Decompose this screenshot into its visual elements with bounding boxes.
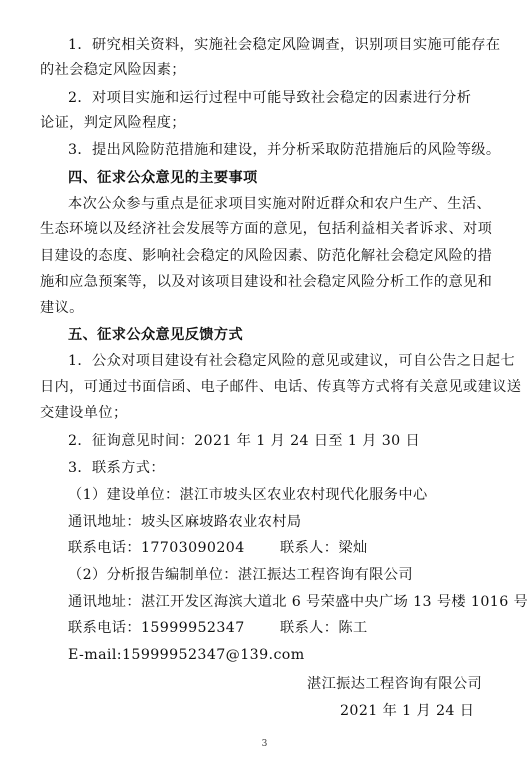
text-line: 1．研究相关资料，实施社会稳定风险调查，识别项目实施可能存在 [68,37,501,53]
text-line: 日内，可通过书面信函、电子邮件、电话、传真等方式将有关意见或建议送 [40,379,522,395]
text-line: 通讯地址：湛江开发区海滨大道北 6 号荣盛中央广场 13 号楼 1016 号 [68,594,529,610]
text-line: 生态环境以及经济社会发展等方面的意见，包括利益相关者诉求、对项 [40,221,493,237]
text-line: 的社会稳定风险因素； [40,62,186,78]
text-line: 建议。 [40,300,84,316]
text-line: 2．征询意见时间：2021 年 1 月 24 日至 1 月 30 日 [68,433,421,449]
text-line: 目建设的态度、影响社会稳定的风险因素、防范化解社会稳定风险的措 [40,248,493,264]
text-line: 3．联系方式： [68,460,165,476]
text-line: 本次公众参与重点是征求项目实施对附近群众和农户生产、生活、 [68,196,492,212]
section-heading: 五、征求公众意见反馈方式 [68,327,244,343]
text-line: （1）建设单位：湛江市坡头区农业农村现代化服务中心 [68,487,428,503]
text-line: 联系人：梁灿 [280,540,368,556]
section-heading: 四、征求公众意见的主要事项 [68,170,258,186]
text-line: （2）分析报告编制单位：湛江振达工程咨询有限公司 [68,567,413,583]
text-line: 交建设单位； [40,405,128,421]
text-line: 联系人：陈工 [280,620,368,636]
text-line: 3．提出风险防范措施和建设，并分析采取防范措施后的风险等级。 [68,142,501,158]
text-line: 湛江振达工程咨询有限公司 [307,676,483,692]
text-line: 论证，判定风险程度； [40,115,186,131]
text-line: 1．公众对项目建设有社会稳定风险的意见或建议，可自公告之日起七 [68,353,516,369]
text-line: 通讯地址：坡头区麻坡路农业农村局 [68,514,302,530]
text-line: 2021 年 1 月 24 日 [340,703,475,719]
text-line: 施和应急预案等，以及对该项目建设和社会稳定风险分析工作的意见和 [40,274,493,290]
text-line: 联系电话：17703090204 [68,540,245,556]
page-number: 3 [261,739,268,749]
text-line: 2．对项目实施和运行过程中可能导致社会稳定的因素进行分析 [68,90,472,106]
text-line: 联系电话：15999952347 [68,620,245,636]
text-line: E-mail:15999952347@139.com [68,647,305,663]
